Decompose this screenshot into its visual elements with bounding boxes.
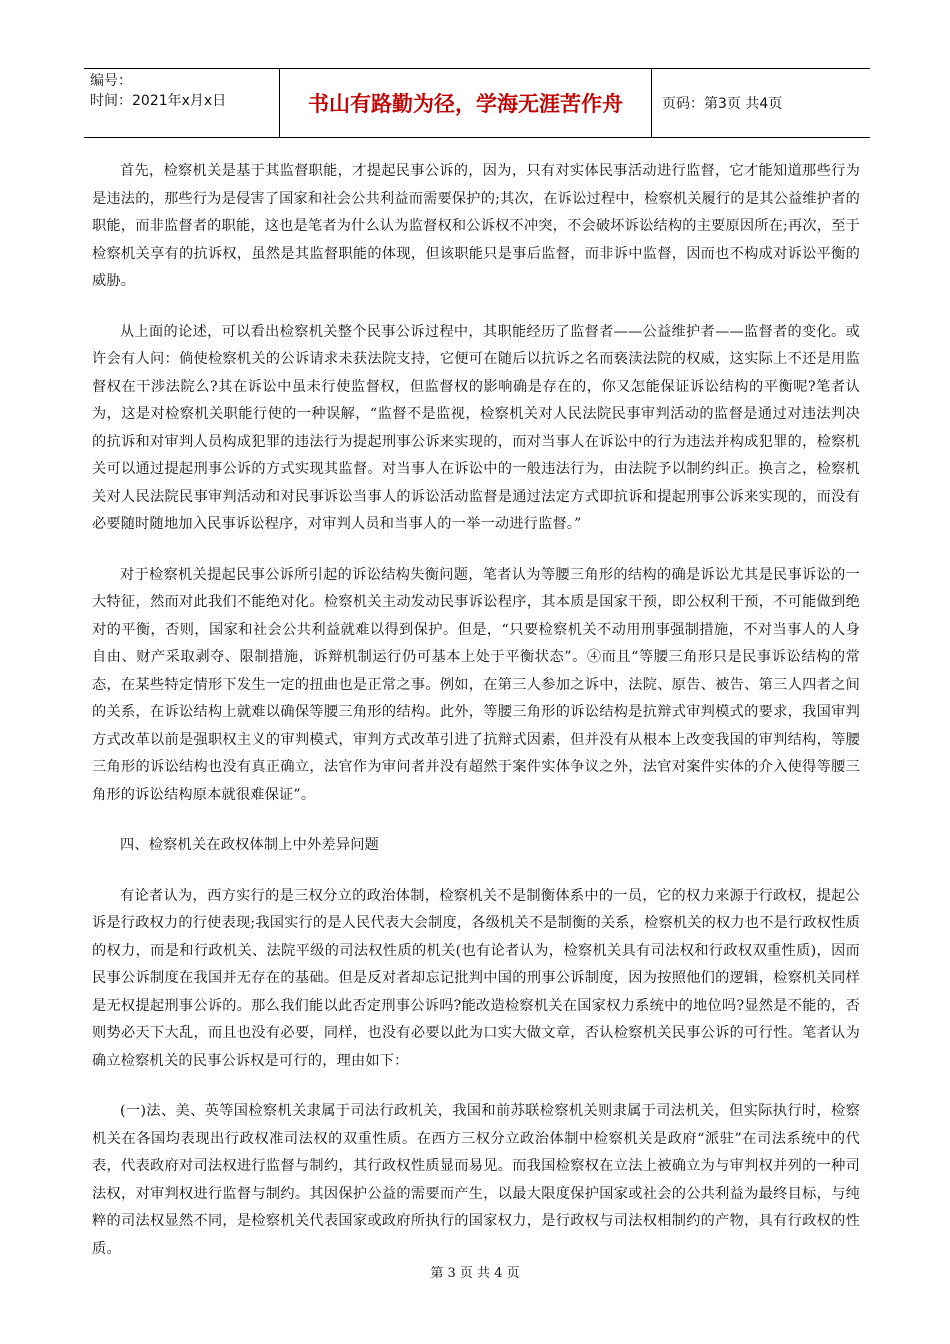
paragraph: 首先，检察机关是基于其监督职能，才提起民事公诉的，因为，只有对实体民事活动进行监督，它才能知道那些行为是违法的，那些行为是侵害了国家和社会公共利益而需要保护的;其次，在诉讼过程中，检察机关履行的是其公益维护者的职能，而非监督者的职能，这也是笔者为什么认为监督权和公诉权不冲突，不会破坏诉讼结构的主要原因所在;再次，至于检察机关享有的抗诉权，虽然是其监督职能的体现，但该职能只是事后监督，而非诉中监督，因而也不构成对诉讼平衡的威胁。 [92,163,860,289]
header-page-label: 页码：第3页 共4页 [662,96,783,112]
header-motto: 书山有路勤为径，学海无涯苦作舟 [280,69,652,137]
section-heading: 四、检察机关在政权体制上中外差异问题 [120,837,379,853]
paragraph: 有论者认为，西方实行的是三权分立的政治体制，检察机关不是制衡体系中的一员，它的权力来源于行政权，提起公诉是行政权力的行使表现;我国实行的是人民代表大会制度，各级机关不是制衡的关系，检察机关的权力也不是行政权性质的权力，而是和行政机关、法院平级的司法权性质的机关(也有论者认为，检察机关具有司法权和行政权双重性质)，因而民事公诉制度在我国并无存在的基础。但是反对者却忘记批判中国的刑事公诉制度，因为按照他们的逻辑，检察机关同样是无权提起刑事公诉的。那么我们能以此否定刑事公诉吗?能改造检察机关在国家权力系统中的地位吗?显然是不能的，否则势必天下大乱，而且也没有必要，同样，也没有必要以此为口实大做文章，否认检察机关民事公诉的可行性。笔者认为确立检察机关的民事公诉权是可行的，理由如下： [92,887,860,1069]
page-footer: 第 3 页 共 4 页 [430,1266,520,1281]
doc-number-label: 编号： [90,73,132,89]
doc-date-label: 时间：2021年x月x日 [90,93,227,109]
paragraph: (一)法、美、英等国检察机关隶属于司法行政机关，我国和前苏联检察机关则隶属于司法机关，但实际执行时，检察机关在各国均表现出行政权准司法权的双重性质。在西方三权分立政治体制中检察机关是政府“派驻”在司法系统中的代表，代表政府对司法权进行监督与制约，其行政权性质显而易见。而我国检察权在立法上被确立为与审判权并列的一种司法权，对审判权进行监督与制约。其因保护公益的需要而产生，以最大限度保护国家或社会的公共利益为最终目标，与纯粹的司法权显然不同，是检察机关代表国家或政府所执行的国家权力，是行政权与司法权相制约的产物，具有行政权的性质。 [92,1103,860,1257]
paragraph: 从上面的论述，可以看出检察机关整个民事公诉过程中，其职能经历了监督者——公益维护者——监督者的变化。或许会有人问：倘使检察机关的公诉请求未获法院支持，它便可在随后以抗诉之名而亵渎法院的权威，这实际上不还是用监督权在干涉法院么?其在诉讼中虽未行使监督权，但监督权的影响确是存在的，你又怎能保证诉讼结构的平衡呢?笔者认为，这是对检察机关职能行使的一种误解，“监督不是监视，检察机关对人民法院民事审判活动的监督是通过对违法判决的抗诉和对审判人员构成犯罪的违法行为提起刑事公诉来实现的，而对当事人在诉讼中的行为违法并构成犯罪的，检察机关可以通过提起刑事公诉的方式实现其监督。对当事人在诉讼中的一般违法行为，由法院予以制约纠正。换言之，检察机关对人民法院民事审判活动和对民事诉讼当事人的诉讼活动监督是通过法定方式即抗诉和提起刑事公诉来实现的，而没有必要随时随地加入民事诉讼程序，对审判人员和当事人的一举一动进行监督。” [92,323,860,532]
document-body [92,158,860,1286]
paragraph: 对于检察机关提起民事公诉所引起的诉讼结构失衡问题，笔者认为等腰三角形的结构的确是诉讼尤其是民事诉讼的一大特征，然而对此我们不能绝对化。检察机关主动发动民事诉讼程序，其本质是国家干预，即公权利干预，不可能做到绝对的平衡，否则，国家和社会公共利益就难以得到保护。但是，“只要检察机关不动用刑事强制措施，不对当事人的人身自由、财产采取剥夺、限制措施，诉辩机制运行仍可基本上处于平衡状态”。④而且“等腰三角形只是民事诉讼结构的常态，在某些特定情形下发生一定的扭曲也是正常之事。例如，在第三人参加之诉中，法院、原告、被告、第三人四者之间的关系，在诉讼结构上就难以确保等腰三角形的结构。此外，等腰三角形的诉讼结构是抗辩式审判模式的要求，我国审判方式改革以前是强职权主义的审判模式，审判方式改革引进了抗辩式因素，但并没有从根本上改变我国的审判结构，等腰三角形的诉讼结构也没有真正确立，法官作为审问者并没有超然于案件实体争议之外，法官对案件实体的介入使得等腰三角形的诉讼结构原本就很难保证”。 [92,566,860,803]
header-meta [84,69,280,137]
page-header [84,68,870,138]
